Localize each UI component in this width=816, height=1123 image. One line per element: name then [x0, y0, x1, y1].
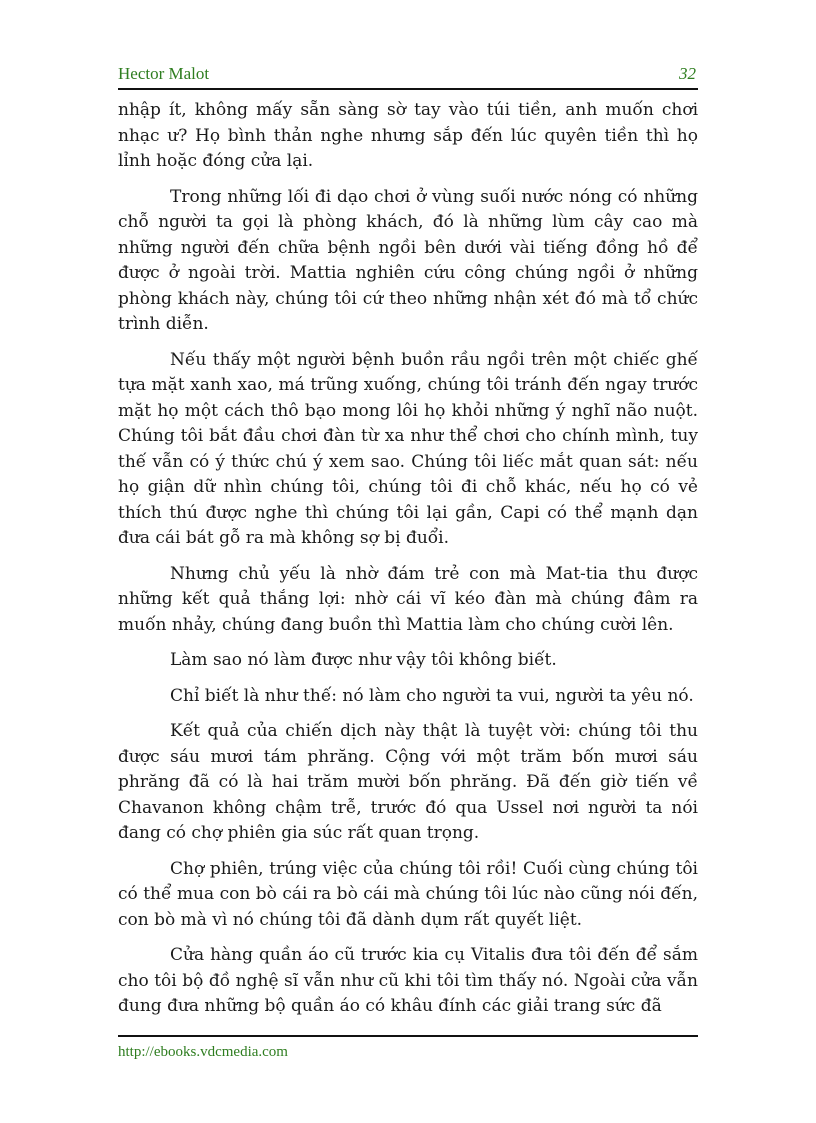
paragraph: nhập ít, không mấy sẵn sàng sờ tay vào túi tiền, anh muốn chơi nhạc ư? Họ bình thản nghe nhưng sắp đến lúc quyên tiền thì họ lỉnh hoặc đóng cửa lại.: [118, 100, 698, 171]
footer-url[interactable]: http://ebooks.vdcmedia.com: [118, 1044, 288, 1060]
page-header: [118, 62, 698, 90]
paragraph: Chỉ biết là như thế: nó làm cho người ta vui, người ta yêu nó.: [170, 685, 694, 706]
paragraph: Trong những lối đi dạo chơi ở vùng suối nước nóng có những chỗ người ta gọi là phòng khách, đó là những lùm cây cao mà những người đến chữa bệnh ngồi bên dưới vài tiếng đồng hồ để được ở ngoài trời. Mattia nghiên cứu công chúng ngồi ở những phòng khách này, chúng tôi cứ theo những nhận xét đó mà tổ chức trình diễn.: [118, 186, 698, 334]
paragraph: Nhưng chủ yếu là nhờ đám trẻ con mà Mat-tia thu được những kết quả thắng lợi: nhờ cái vĩ kéo đàn mà chúng đâm ra muốn nhảy, chúng đang buồn thì Mattia làm cho chúng cười lên.: [118, 563, 698, 635]
paragraph: Kết quả của chiến dịch này thật là tuyệt vời: chúng tôi thu được sáu mươi tám phrăng. Cộng với một trăm bốn mươi sáu phrăng đã có là hai trăm mười bốn phrăng. Đã đến giờ tiến về Chavanon không chậm trễ, trước đó qua Ussel nơi người ta nói đang có chợ phiên gia súc rất quan trọng.: [118, 721, 698, 843]
paragraph: Cửa hàng quần áo cũ trước kia cụ Vitalis đưa tôi đến để sắm cho tôi bộ đồ nghệ sĩ vẫn như cũ khi tôi tìm thấy nó. Ngoài cửa vẫn đung đưa những bộ quần áo có khâu đính các giải trang sức đã: [118, 945, 698, 1016]
paragraph: Làm sao nó làm được như vậy tôi không biết.: [170, 650, 557, 670]
paragraph: Chợ phiên, trúng việc của chúng tôi rồi! Cuối cùng chúng tôi có thể mua con bò cái ra bò cái mà chúng tôi lúc nào cũng nói đến, con bò mà vì nó chúng tôi đã dành dụm rất quyết liệt.: [118, 858, 698, 930]
paragraph: Nếu thấy một người bệnh buồn rầu ngồi trên một chiếc ghế tựa mặt xanh xao, má trũng xuống, chúng tôi tránh đến ngay trước mặt họ một cách thô bạo mong lôi họ khỏi những ý nghĩ não nuột. Chúng tôi bắt đầu chơi đàn từ xa như thể chơi cho chính mình, tuy thế vẫn có ý thức chú ý xem sao. Chúng tôi liếc mắt quan sát: nếu họ giận dữ nhìn chúng tôi, chúng tôi đi chỗ khác, nếu họ có vẻ thích thú được nghe thì chúng tôi lại gần, Capi có thể mạnh dạn đưa cái bát gỗ ra mà không sợ bị đuổi.: [118, 349, 698, 548]
page-footer: [118, 1035, 698, 1061]
body-text: [118, 98, 698, 1030]
page-number: 32: [679, 64, 696, 83]
header-author: Hector Malot: [118, 64, 210, 83]
